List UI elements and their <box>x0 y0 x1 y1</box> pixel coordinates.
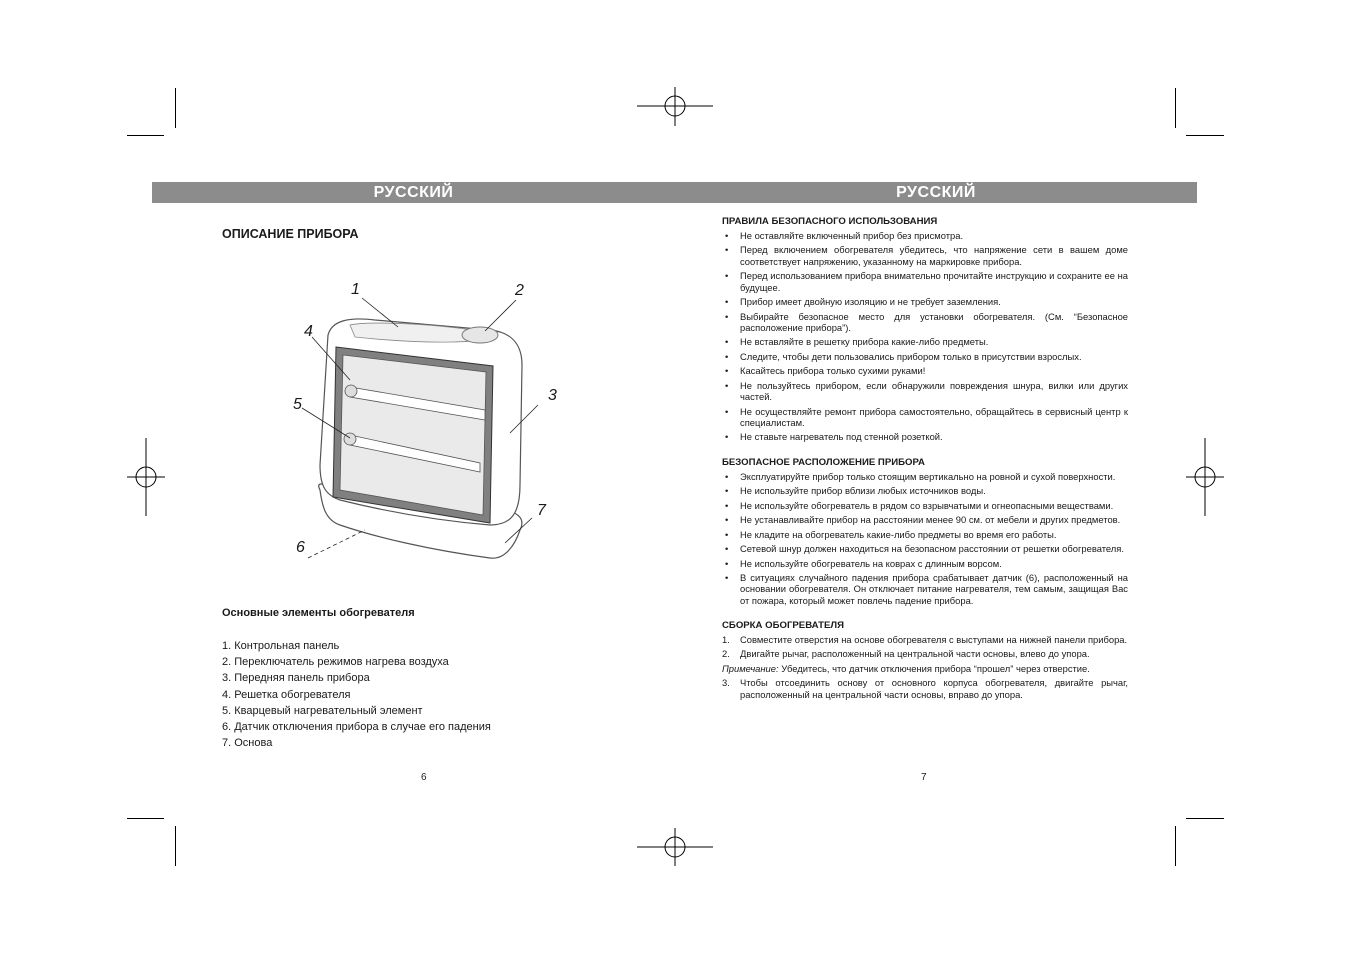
right-page-number: 7 <box>921 772 927 783</box>
list-item: • Перед использованием прибора внимательно прочитайте инструкцию и сохраните ее на будущее. <box>722 270 1128 293</box>
callout-1: 1 <box>351 281 360 298</box>
callout-2: 2 <box>515 282 524 299</box>
list-item: • Выбирайте безопасное место для установки обогревателя. (См. “Безопасное расположение прибора”). <box>722 311 1128 334</box>
list-item: • Касайтесь прибора только сухими руками! <box>722 365 1128 376</box>
list-item: • В ситуациях случайного падения прибора срабатывает датчик (6), расположенный на основании обогревателя. Он отключает питание нагревателя, тем самым, защищая Вас от пожара, который может повлечь падение прибора. <box>722 572 1128 606</box>
list-item: • Прибор имеет двойную изоляцию и не требует заземления. <box>722 296 1128 307</box>
right-page-content <box>722 216 1128 703</box>
list-item: • Не используйте обогреватель на коврах с длинным ворсом. <box>722 558 1128 569</box>
callout-6: 6 <box>296 539 305 556</box>
part-item: 6. Датчик отключения прибора в случае его падения <box>222 721 491 734</box>
list-item: • Не оставляйте включенный прибор без присмотра. <box>722 230 1128 241</box>
list-item: • Не осуществляйте ремонт прибора самостоятельно, обращайтесь в сервисный центр к специалистам. <box>722 406 1128 429</box>
right-page-header: РУССКИЙ <box>675 182 1197 203</box>
list-item: • Не используйте прибор вблизи любых источников воды. <box>722 485 1128 496</box>
list-item: • Следите, чтобы дети пользовались прибором только в присутствии взрослых. <box>722 351 1128 362</box>
callout-4: 4 <box>304 323 313 340</box>
callout-7: 7 <box>537 502 546 519</box>
heater-diagram <box>280 275 570 575</box>
list-item: • Не ставьте нагреватель под стенной розеткой. <box>722 431 1128 442</box>
list-item: • Не кладите на обогреватель какие-либо предметы во время его работы. <box>722 529 1128 540</box>
assembly-note: Примечание: Убедитесь, что датчик отключения прибора “прошел” через отверстие. <box>722 662 1090 674</box>
list-item: • Не устанавливайте прибор на расстоянии менее 90 см. от мебели и других предметов. <box>722 514 1128 525</box>
assembly-title: СБОРКА ОБОГРЕВАТЕЛЯ <box>722 619 844 631</box>
list-item: • Перед включением обогревателя убедитесь, что напряжение сети в вашем доме соответствует напряжению, указанному на маркировке прибора. <box>722 244 1128 267</box>
safety-rules-list <box>722 230 1128 443</box>
left-page-header: РУССКИЙ <box>152 182 675 203</box>
device-description-title: ОПИСАНИЕ ПРИБОРА <box>222 227 359 241</box>
part-item: 1. Контрольная панель <box>222 640 340 652</box>
list-item: 2. Двигайте рычаг, расположенный на центральной части основы, влево до упора. <box>722 648 1090 660</box>
parts-title: Основные элементы обогревателя <box>222 607 415 619</box>
placement-title: БЕЗОПАСНОЕ РАСПОЛОЖЕНИЕ ПРИБОРА <box>722 456 925 468</box>
list-item: • Не вставляйте в решетку прибора какие-либо предметы. <box>722 336 1128 347</box>
list-item: 1. Совместите отверстия на основе обогревателя с выступами на нижней панели прибора. <box>722 633 1128 645</box>
left-page-number: 6 <box>421 772 427 783</box>
assembly-steps-list <box>722 634 1128 660</box>
part-item: 4. Решетка обогревателя <box>222 688 351 701</box>
part-item: 7. Основа <box>222 737 273 750</box>
callout-5: 5 <box>293 396 302 413</box>
list-item: 3. Чтобы отсоединить основу от основного корпуса обогревателя, двигайте рычаг, расположенный на центральной части основы, вправо до упора. <box>722 677 1128 700</box>
safety-title: ПРАВИЛА БЕЗОПАСНОГО ИСПОЛЬЗОВАНИЯ <box>722 216 938 227</box>
list-item: • Не пользуйтесь прибором, если обнаружили повреждения шнура, вилки или других частей. <box>722 380 1128 403</box>
part-item: 5. Кварцевый нагревательный элемент <box>222 704 423 717</box>
callout-3: 3 <box>548 387 557 404</box>
list-item: • Не используйте обогреватель в рядом со взрывчатыми и огнеопасными веществами. <box>722 500 1128 511</box>
part-item: 3. Передняя панель прибора <box>222 672 370 685</box>
part-item: 2. Переключатель режимов нагрева воздуха <box>222 656 449 669</box>
list-item: • Эксплуатируйте прибор только стоящим вертикально на ровной и сухой поверхности. <box>722 471 1128 482</box>
parts-list <box>222 638 491 751</box>
placement-rules-list <box>722 471 1128 606</box>
list-item: • Сетевой шнур должен находиться на безопасном расстоянии от решетки обогревателя. <box>722 543 1128 554</box>
assembly-steps-list-2 <box>722 677 1128 700</box>
